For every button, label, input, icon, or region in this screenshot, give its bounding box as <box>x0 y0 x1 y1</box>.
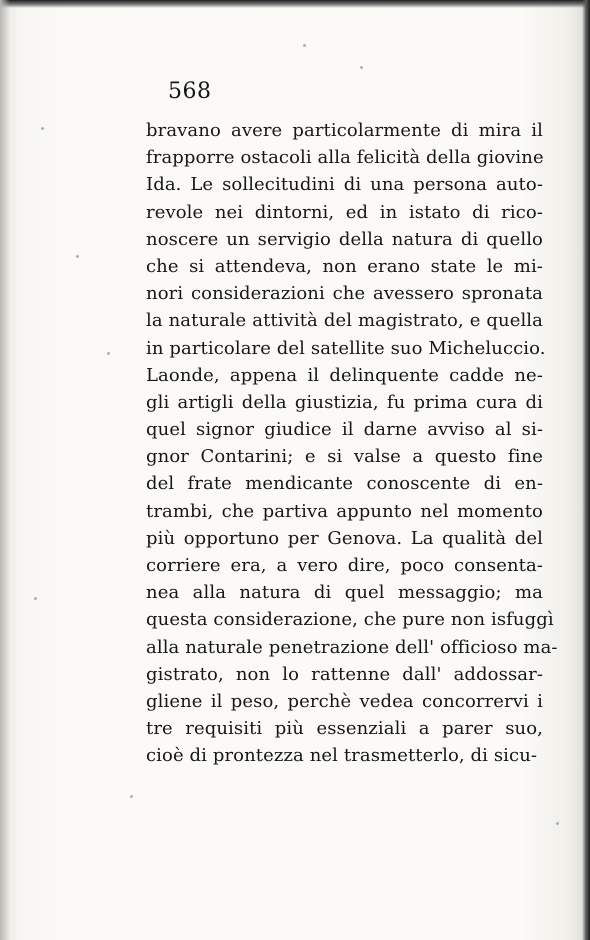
text-line: gliene il peso, perchè vedea concorrervi i <box>146 690 543 712</box>
paper-speck <box>303 44 306 47</box>
text-line: noscere un servigio della natura di quello <box>146 228 543 250</box>
text-line: trambi, che partiva appunto nel momento <box>146 500 543 522</box>
text-line: del frate mendicante conoscente di en- <box>146 473 543 495</box>
page-number: 568 <box>168 79 212 104</box>
text-line: nea alla natura di quel messaggio; ma <box>146 582 543 604</box>
paper-speck <box>76 255 79 258</box>
text-line: gnor Contarini; e si valse a questo fine <box>146 446 543 468</box>
paper-speck <box>556 822 559 825</box>
left-scan-shadow <box>0 0 10 940</box>
paper-speck <box>34 597 37 600</box>
text-line: quel signor giudice il darne avviso al si- <box>146 419 543 441</box>
text-line: bravano avere particolarmente di mira il <box>146 120 543 141</box>
text-line: frapporre ostacoli alla felicità della giovine <box>146 147 544 169</box>
text-line: la naturale attività del magistrato, e quella <box>146 310 543 332</box>
text-line: Laonde, appena il delinquente cadde ne- <box>146 364 543 386</box>
paper-speck <box>41 127 44 130</box>
text-line: Ida. Le sollecitudini di una persona auto- <box>146 174 543 196</box>
text-line: più opportuno per Genova. La qualità del <box>146 527 543 549</box>
body-text <box>146 117 558 770</box>
text-line: in particolare del satellite suo Micheluccio. <box>146 337 546 359</box>
text-line: nori considerazioni che avessero spronata <box>146 283 543 305</box>
text-line: tre requisiti più essenziali a parer suo, <box>146 718 543 740</box>
text-line: revole nei dintorni, ed in istato di rico- <box>146 201 543 223</box>
paper-speck <box>360 66 363 69</box>
right-scan-shadow <box>582 0 590 940</box>
text-line: cioè di prontezza nel trasmetterlo, di sicu- <box>146 745 538 767</box>
text-line: corriere era, a vero dire, poco consenta- <box>146 555 543 576</box>
top-scan-shadow <box>0 0 590 8</box>
text-line: alla naturale penetrazione dell' officioso ma- <box>146 636 558 658</box>
text-line: gli artigli della giustizia, fu prima cura di <box>146 391 543 413</box>
text-line: gistrato, non lo rattenne dall' addossar- <box>146 663 543 685</box>
text-line: questa considerazione, che pure non isfuggì <box>146 609 554 631</box>
text-line: che si attendeva, non erano state le mi- <box>146 255 543 277</box>
paper-speck <box>130 795 133 798</box>
paper-speck <box>107 352 110 355</box>
